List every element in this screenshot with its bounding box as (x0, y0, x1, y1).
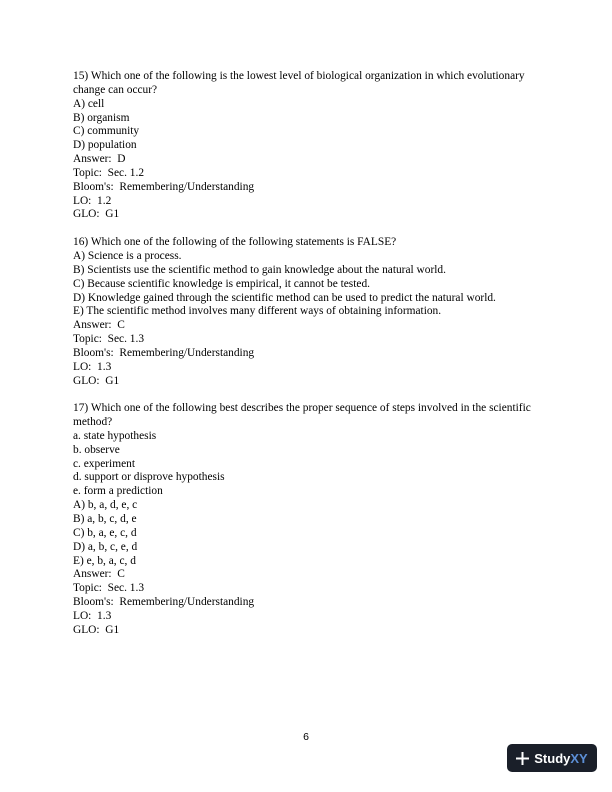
option-e: E) The scientific method involves many different ways of obtaining information. (73, 305, 442, 318)
option-a: A) Science is a process. (73, 249, 182, 262)
step-c: c. experiment (73, 457, 135, 470)
question-15 (73, 70, 543, 222)
option-c: C) b, a, e, c, d (73, 526, 137, 539)
step-d: d. support or disprove hypothesis (73, 471, 225, 484)
topic: Topic: Sec. 1.2 (73, 166, 145, 179)
option-b: B) a, b, c, d, e (73, 513, 137, 525)
option-b: B) organism (73, 111, 130, 124)
step-a: a. state hypothesis (73, 429, 157, 442)
page-number: 6 (303, 731, 309, 743)
blooms: Bloom's: Remembering/Understanding (73, 346, 255, 359)
question-16 (73, 236, 543, 388)
question-17 (73, 402, 543, 637)
option-b: B) Scientists use the scientific method to gain knowledge about the natural world. (73, 263, 446, 276)
step-b: b. observe (73, 443, 120, 456)
learning-objective: LO: 1.2 (73, 194, 112, 207)
brand-xy-text: XY (570, 750, 588, 766)
answer: Answer: D (73, 153, 126, 166)
step-e: e. form a prediction (73, 485, 163, 498)
global-learning-objective: GLO: G1 (73, 374, 120, 387)
option-d: D) Knowledge gained through the scientific method can be used to predict the natural world. (73, 291, 496, 304)
topic: Topic: Sec. 1.3 (73, 582, 145, 595)
option-d: D) a, b, c, e, d (73, 540, 138, 553)
brand-study-text: Study (534, 750, 571, 766)
question-text: 15) Which one of the following is the lowest level of biological organization in which evolutionary change can occur? (73, 70, 525, 96)
learning-objective: LO: 1.3 (73, 609, 112, 622)
answer: Answer: C (73, 319, 125, 332)
option-c: C) community (73, 125, 140, 138)
option-e: E) e, b, a, c, d (73, 554, 136, 567)
option-a: A) b, a, d, e, c (73, 499, 138, 512)
blooms: Bloom's: Remembering/Understanding (73, 180, 255, 193)
global-learning-objective: GLO: G1 (73, 208, 120, 221)
document-body (73, 70, 543, 651)
learning-objective: LO: 1.3 (73, 360, 112, 373)
topic: Topic: Sec. 1.3 (73, 333, 145, 346)
option-d: D) population (73, 139, 137, 152)
studyxy-logo-text (534, 751, 587, 766)
question-text: 17) Which one of the following best describes the proper sequence of steps involved in the scientific method? (73, 402, 531, 429)
option-c: C) Because scientific knowledge is empirical, it cannot be tested. (73, 277, 371, 290)
question-text: 16) Which one of the following of the following statements is FALSE? (73, 236, 397, 249)
answer: Answer: C (73, 568, 125, 581)
plus-icon (516, 752, 529, 765)
studyxy-badge[interactable] (507, 744, 597, 772)
option-a: A) cell (73, 97, 105, 110)
blooms: Bloom's: Remembering/Understanding (73, 596, 255, 609)
global-learning-objective: GLO: G1 (73, 623, 120, 636)
